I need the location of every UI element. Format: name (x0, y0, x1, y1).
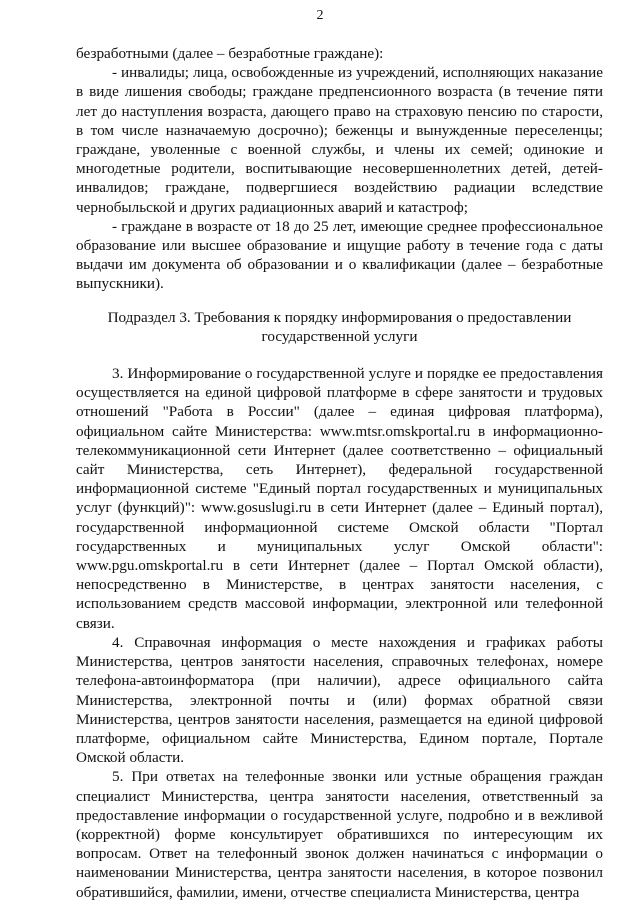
paragraph-5: 5. При ответах на телефонные звонки или устные обращения граждан специалист Министерства, центра занятости населения, ответственный за предоставление информации о государственной услуге, подробно и в вежливой (корректной) форме консультирует обратившихся по интересующим их вопросам. Ответ на телефонный звонок должен начинаться с информации о наименовании Министерства, центра занятости населения, в которое позвонил обратившийся, фамилии, имени, отчестве специалиста Министерства, центра (76, 768, 603, 901)
paragraph-list-categories: - инвалиды; лица, освобожденные из учреждений, исполняющих наказание в виде лишения свободы; граждане предпенсионного возраста (в течение пяти лет до наступления возраста, дающего право на страховую пенсию по старости, в том числе назначаемую досрочно); беженцы и вынужденные переселенцы; граждане, уволенные с военной службы, и члены их семей; одинокие и многодетные родители, воспитывающие несовершеннолетних детей, детей-инвалидов; граждане, подвергшиеся воздействию радиации вследствие чернобыльской и других радиационных аварий и катастроф; (76, 64, 603, 216)
paragraph-list-graduates: - граждане в возрасте от 18 до 25 лет, имеющие среднее профессиональное образование или высшее образование и ищущие работу в течение года с даты выдачи им документа об образовании и о квалификации (далее – безработные выпускники). (76, 217, 603, 293)
page-number: 2 (316, 8, 324, 23)
paragraph-4: 4. Справочная информация о месте нахождения и графиках работы Министерства, центров занятости населения, справочных телефонах, номере телефона-автоинформатора (при наличии), адресе официального сайта Министерства, электронной почты и (или) формах обратной связи Министерства, центров занятости населения, размещается на единой цифровой платформе, официальном сайте Министерства, Едином портале, Портале Омской области. (76, 633, 603, 767)
paragraph-3: 3. Информирование о государственной услуге и порядке ее предоставления осуществляется на единой цифровой платформе в сфере занятости и трудовых отношений "Работа в России" (далее – единая цифровая платформа), официальном сайте Министерства: www.mtsr.omskportal.ru в информационно-телекоммуникационной сети Интернет (далее соответственно – официальный сайт Министерства, сеть Интернет), федеральной государственной информационной системе "Единый портал государственных и муниципальных услуг (функций)": www.gosuslugi.ru в сети Интернет (далее – Единый портал), государственной информационной системе Омской области "Портал государственных и муниципальных услуг Омской области": www.pgu.omskportal.ru в сети Интернет (далее – Портал Омской области), непосредственно в Министерстве, в центрах занятости населения, с использованием средств массовой информации, электронной или телефонной связи. (76, 365, 603, 632)
section-heading: Подраздел 3. Требования к порядку информирования о предоставлении государственной услуги (107, 308, 572, 345)
document-body (76, 44, 603, 902)
paragraph-continuation: безработными (далее – безработные граждане): (76, 45, 384, 62)
